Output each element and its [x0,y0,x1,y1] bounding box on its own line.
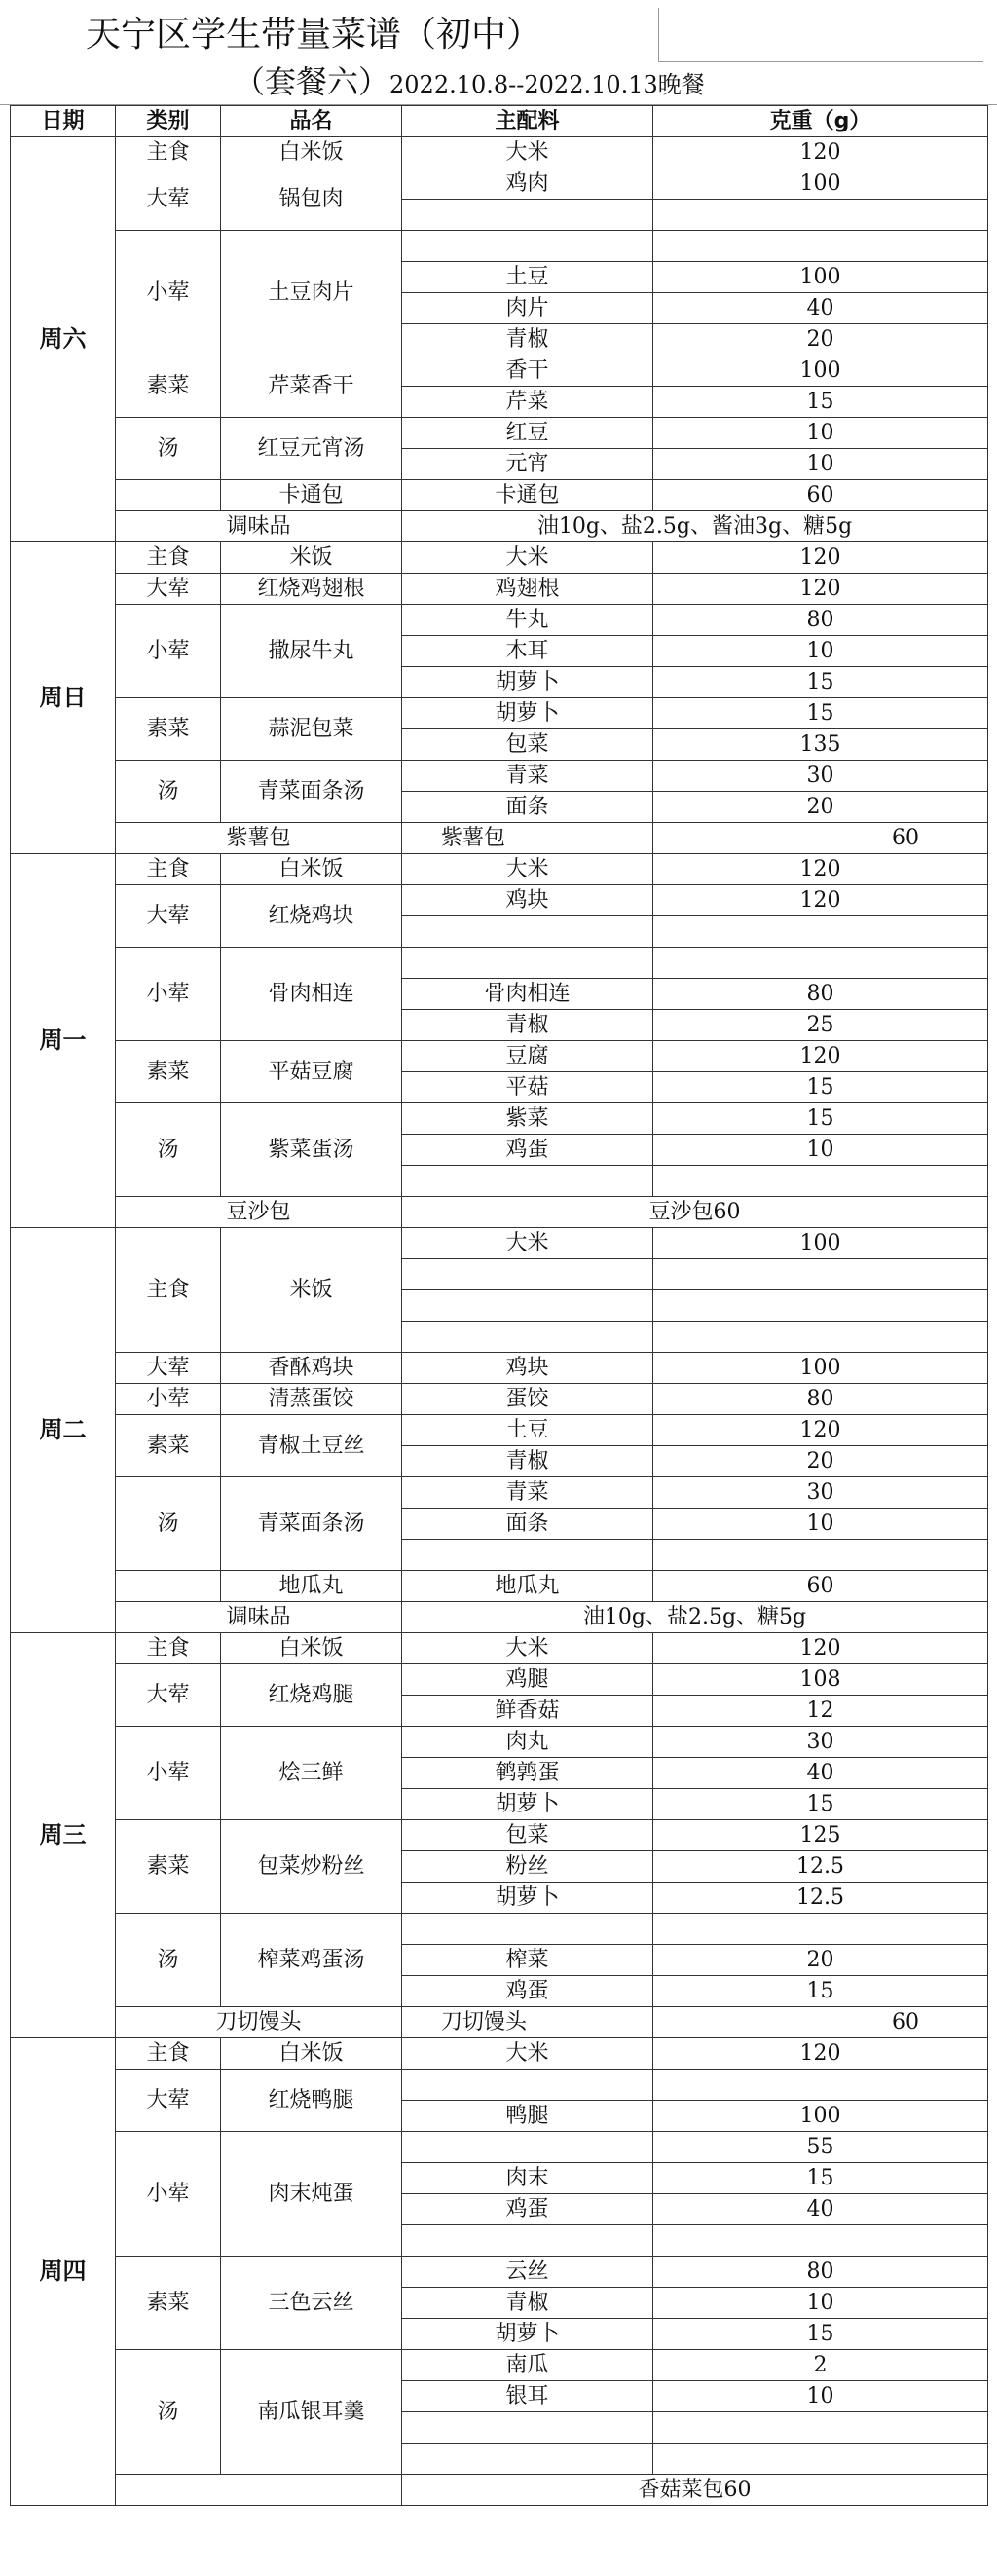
table-row [11,1477,988,1509]
ingredient-cell [402,200,653,231]
ingredient-cell: 鸡蛋 [402,1976,653,2007]
ingredient-cell: 红豆 [402,418,653,449]
table-row [11,137,988,168]
ingredient-cell: 大米 [402,137,653,168]
dish-cell: 红烧鸭腿 [221,2070,402,2132]
weight-cell: 100 [653,262,988,293]
category-cell: 主食 [116,854,221,885]
weight-cell: 100 [653,168,988,200]
footer-weight-cell: 60 [653,823,988,854]
weight-cell: 25 [653,1010,988,1041]
weight-cell: 15 [653,1976,988,2007]
weight-cell: 10 [653,1509,988,1540]
category-cell: 汤 [116,1914,221,2007]
table-row [11,2038,988,2070]
ingredient-cell: 紫菜 [402,1103,653,1135]
dish-cell: 地瓜丸 [221,1571,402,1602]
weight-cell: 120 [653,854,988,885]
ingredient-cell [402,916,653,948]
ingredient-cell: 豆腐 [402,1041,653,1072]
table-row [11,948,988,979]
weight-cell: 120 [653,885,988,916]
dish-cell: 烩三鲜 [221,1727,402,1820]
ingredient-cell: 鸡蛋 [402,1135,653,1166]
category-cell: 大荤 [116,168,221,231]
weight-cell: 2 [653,2350,988,2381]
day-cell: 周六 [11,137,116,542]
ingredient-cell: 鸡肉 [402,168,653,200]
ingredient-cell: 鸡块 [402,1353,653,1384]
category-cell: 大荤 [116,885,221,948]
category-cell [116,1571,221,1602]
ingredient-cell [402,2225,653,2257]
ingredient-cell: 青椒 [402,1010,653,1041]
weight-cell [653,2225,988,2257]
table-row [11,1664,988,1696]
ingredient-cell: 云丝 [402,2257,653,2288]
category-cell [116,480,221,511]
weight-cell: 120 [653,1415,988,1446]
ingredient-cell: 肉丸 [402,1727,653,1758]
category-cell: 小荤 [116,605,221,698]
ingredient-cell: 粉丝 [402,1851,653,1883]
header-category: 类别 [116,106,221,137]
weight-cell [653,1166,988,1197]
table-row [11,854,988,885]
dish-cell: 土豆肉片 [221,231,402,355]
dish-cell: 红烧鸡翅根 [221,574,402,605]
dish-cell: 芹菜香干 [221,355,402,418]
category-cell: 素菜 [116,2257,221,2350]
footer-ingredient-cell: 刀切馒头 [402,2007,653,2038]
footer-label-cell: 豆沙包 [116,1197,402,1228]
table-row [11,168,988,200]
category-cell: 大荤 [116,1353,221,1384]
weight-cell: 40 [653,2194,988,2225]
day-cell: 周一 [11,854,116,1228]
weight-cell: 20 [653,1945,988,1976]
dish-cell: 白米饭 [221,1633,402,1664]
weight-cell: 135 [653,729,988,761]
weight-cell: 12.5 [653,1851,988,1883]
table-row [11,1727,988,1758]
ingredient-cell: 鸡腿 [402,1664,653,1696]
ingredient-cell: 大米 [402,2038,653,2070]
ingredient-cell: 包菜 [402,1820,653,1851]
day-cell: 周四 [11,2038,116,2506]
category-cell: 素菜 [116,698,221,761]
ingredient-cell: 平菇 [402,1072,653,1103]
weight-cell: 120 [653,542,988,574]
weight-cell: 108 [653,1664,988,1696]
ingredient-cell [402,2444,653,2475]
dish-cell: 青椒土豆丝 [221,1415,402,1477]
footer-label-cell: 紫薯包 [116,823,402,854]
weight-cell [653,200,988,231]
ingredient-cell [402,1166,653,1197]
ingredient-cell [402,1259,653,1290]
set-name: （套餐六） [234,63,390,100]
ingredient-cell: 土豆 [402,262,653,293]
weight-cell: 10 [653,2381,988,2412]
category-cell: 汤 [116,761,221,823]
weight-cell: 80 [653,1384,988,1415]
footer-value-cell: 豆沙包60 [402,1197,988,1228]
weight-cell: 12 [653,1696,988,1727]
ingredient-cell: 蛋饺 [402,1384,653,1415]
dish-cell: 红豆元宵汤 [221,418,402,480]
weight-cell: 60 [653,480,988,511]
ingredient-cell: 胡萝卜 [402,667,653,698]
table-row [11,761,988,792]
weight-cell: 120 [653,574,988,605]
dish-cell: 骨肉相连 [221,948,402,1041]
table-row [11,480,988,511]
category-cell: 小荤 [116,1384,221,1415]
dish-cell: 白米饭 [221,2038,402,2070]
weight-cell: 15 [653,1072,988,1103]
weight-cell: 80 [653,979,988,1010]
table-row [11,2257,988,2288]
footer-value-cell: 油10g、盐2.5g、酱油3g、糖5g [402,511,988,542]
dish-cell: 蒜泥包菜 [221,698,402,761]
weight-cell [653,948,988,979]
ingredient-cell: 鸡翅根 [402,574,653,605]
weight-cell: 15 [653,1789,988,1820]
table-row [11,542,988,574]
category-cell: 素菜 [116,1820,221,1914]
ingredient-cell: 青椒 [402,2288,653,2319]
category-cell: 汤 [116,1103,221,1197]
ingredient-cell: 鸡蛋 [402,2194,653,2225]
table-row [11,418,988,449]
weight-cell [653,916,988,948]
weight-cell: 125 [653,1820,988,1851]
dish-cell: 清蒸蛋饺 [221,1384,402,1415]
ingredient-cell [402,1540,653,1571]
weight-cell: 120 [653,137,988,168]
dish-cell: 紫菜蛋汤 [221,1103,402,1197]
weight-cell [653,1259,988,1290]
title-empty-cell [658,8,983,62]
ingredient-cell: 青菜 [402,761,653,792]
dish-cell: 米饭 [221,542,402,574]
footer-weight-cell: 60 [653,2007,988,2038]
table-row [11,1914,988,1945]
dish-cell: 三色云丝 [221,2257,402,2350]
weight-cell [653,1914,988,1945]
footer-ingredient-cell: 紫薯包 [402,823,653,854]
category-cell: 汤 [116,2350,221,2475]
ingredient-cell: 骨肉相连 [402,979,653,1010]
ingredient-cell: 包菜 [402,729,653,761]
dish-cell: 米饭 [221,1228,402,1353]
ingredient-cell: 芹菜 [402,387,653,418]
table-row [11,1103,988,1135]
table-row [11,1571,988,1602]
ingredient-cell: 肉末 [402,2163,653,2194]
footer-label-cell: 刀切馒头 [116,2007,402,2038]
ingredient-cell [402,231,653,262]
header-weight: 克重（g） [653,106,988,137]
category-cell: 小荤 [116,2132,221,2257]
weight-cell [653,2070,988,2101]
dish-cell: 白米饭 [221,854,402,885]
ingredient-cell: 卡通包 [402,480,653,511]
header-date: 日期 [11,106,116,137]
weight-cell: 80 [653,605,988,636]
table-row [11,1041,988,1072]
weight-cell: 100 [653,355,988,387]
ingredient-cell: 青菜 [402,1477,653,1509]
dish-cell: 青菜面条汤 [221,761,402,823]
weight-cell: 60 [653,1571,988,1602]
weight-cell: 15 [653,2319,988,2350]
table-row [11,1415,988,1446]
ingredient-cell: 榨菜 [402,1945,653,1976]
table-row [11,574,988,605]
dish-cell: 卡通包 [221,480,402,511]
weight-cell: 120 [653,2038,988,2070]
ingredient-cell: 元宵 [402,449,653,480]
table-row [11,231,988,262]
dish-cell: 平菇豆腐 [221,1041,402,1103]
footer-row [11,511,988,542]
dish-cell: 白米饭 [221,137,402,168]
weight-cell: 12.5 [653,1883,988,1914]
header-ingredient: 主配料 [402,106,653,137]
day-cell: 周二 [11,1228,116,1633]
table-row [11,1228,988,1259]
dish-cell: 青菜面条汤 [221,1477,402,1571]
date-range: 2022.10.8--2022.10.13晚餐 [389,71,705,98]
table-row [11,355,988,387]
day-cell: 周三 [11,1633,116,2038]
category-cell: 主食 [116,2038,221,2070]
category-cell: 素菜 [116,355,221,418]
ingredient-cell: 牛丸 [402,605,653,636]
weight-cell [653,2412,988,2444]
dish-cell: 南瓜银耳羹 [221,2350,402,2475]
ingredient-cell [402,1914,653,1945]
ingredient-cell: 地瓜丸 [402,1571,653,1602]
footer-label-cell: 调味品 [116,511,402,542]
dish-cell: 锅包肉 [221,168,402,231]
dish-cell: 肉末炖蛋 [221,2132,402,2257]
weight-cell: 15 [653,1103,988,1135]
table-row [11,2132,988,2163]
subtitle [234,62,705,104]
ingredient-cell: 香干 [402,355,653,387]
ingredient-cell: 鸡块 [402,885,653,916]
ingredient-cell: 面条 [402,1509,653,1540]
footer-row [11,1602,988,1633]
weight-cell: 120 [653,1633,988,1664]
category-cell: 小荤 [116,948,221,1041]
dish-cell: 榨菜鸡蛋汤 [221,1914,402,2007]
ingredient-cell: 面条 [402,792,653,823]
table-row [11,1633,988,1664]
category-cell: 小荤 [116,1727,221,1820]
footer-row [11,823,988,854]
ingredient-cell: 银耳 [402,2381,653,2412]
category-cell: 汤 [116,1477,221,1571]
ingredient-cell: 鹌鹑蛋 [402,1758,653,1789]
category-cell: 小荤 [116,231,221,355]
ingredient-cell: 鸭腿 [402,2101,653,2132]
weight-cell: 100 [653,1228,988,1259]
ingredient-cell: 青椒 [402,1446,653,1477]
footer-row [11,1197,988,1228]
footer-value-cell: 油10g、盐2.5g、糖5g [402,1602,988,1633]
weight-cell: 10 [653,2288,988,2319]
page-title: 天宁区学生带量菜谱（初中） [86,15,542,55]
ingredient-cell: 土豆 [402,1415,653,1446]
ingredient-cell [402,948,653,979]
dish-cell: 红烧鸡腿 [221,1664,402,1727]
ingredient-cell: 大米 [402,1633,653,1664]
weight-cell: 80 [653,2257,988,2288]
weight-cell: 20 [653,792,988,823]
table-row [11,1353,988,1384]
ingredient-cell [402,1322,653,1353]
weight-cell: 15 [653,2163,988,2194]
ingredient-cell: 胡萝卜 [402,698,653,729]
menu-body [11,137,988,2506]
ingredient-cell [402,2132,653,2163]
ingredient-cell: 大米 [402,1228,653,1259]
ingredient-cell: 肉片 [402,293,653,324]
ingredient-cell: 胡萝卜 [402,1789,653,1820]
footer-label-cell [116,2475,402,2506]
weight-cell: 55 [653,2132,988,2163]
ingredient-cell [402,2412,653,2444]
category-cell: 汤 [116,418,221,480]
weight-cell [653,231,988,262]
ingredient-cell: 南瓜 [402,2350,653,2381]
ingredient-cell [402,1290,653,1322]
weight-cell: 30 [653,1477,988,1509]
footer-label-cell: 调味品 [116,1602,402,1633]
weight-cell: 40 [653,293,988,324]
table-row [11,698,988,729]
category-cell: 主食 [116,542,221,574]
weight-cell: 15 [653,387,988,418]
ingredient-cell: 大米 [402,854,653,885]
weight-cell: 10 [653,636,988,667]
weight-cell: 100 [653,2101,988,2132]
ingredient-cell: 青椒 [402,324,653,355]
weight-cell: 20 [653,324,988,355]
footer-row [11,2475,988,2506]
weight-cell: 15 [653,698,988,729]
menu-table [10,105,988,2506]
category-cell: 素菜 [116,1415,221,1477]
weight-cell: 15 [653,667,988,698]
ingredient-cell: 木耳 [402,636,653,667]
dish-cell: 包菜炒粉丝 [221,1820,402,1914]
category-cell: 大荤 [116,2070,221,2132]
category-cell: 素菜 [116,1041,221,1103]
ingredient-cell: 胡萝卜 [402,2319,653,2350]
weight-cell: 10 [653,418,988,449]
subtitle-row [0,58,997,105]
weight-cell [653,2444,988,2475]
weight-cell: 10 [653,1135,988,1166]
dish-cell: 撒尿牛丸 [221,605,402,698]
weight-cell: 30 [653,761,988,792]
dish-cell: 红烧鸡块 [221,885,402,948]
category-cell: 大荤 [116,1664,221,1727]
weight-cell: 30 [653,1727,988,1758]
table-row [11,1384,988,1415]
weight-cell [653,1322,988,1353]
day-cell: 周日 [11,542,116,854]
ingredient-cell [402,2070,653,2101]
header-dish: 品名 [221,106,402,137]
dish-cell: 香酥鸡块 [221,1353,402,1384]
table-row [11,2350,988,2381]
weight-cell [653,1540,988,1571]
table-row [11,605,988,636]
category-cell: 主食 [116,137,221,168]
table-row [11,2070,988,2101]
weight-cell: 40 [653,1758,988,1789]
category-cell: 主食 [116,1228,221,1353]
category-cell: 主食 [116,1633,221,1664]
ingredient-cell: 大米 [402,542,653,574]
weight-cell: 10 [653,449,988,480]
footer-value-cell: 香菇菜包60 [402,2475,988,2506]
weight-cell [653,1290,988,1322]
header-row [11,106,988,137]
table-row [11,1820,988,1851]
weight-cell: 120 [653,1041,988,1072]
table-row [11,885,988,916]
category-cell: 大荤 [116,574,221,605]
ingredient-cell: 胡萝卜 [402,1883,653,1914]
ingredient-cell: 鲜香菇 [402,1696,653,1727]
weight-cell: 20 [653,1446,988,1477]
footer-row [11,2007,988,2038]
weight-cell: 100 [653,1353,988,1384]
